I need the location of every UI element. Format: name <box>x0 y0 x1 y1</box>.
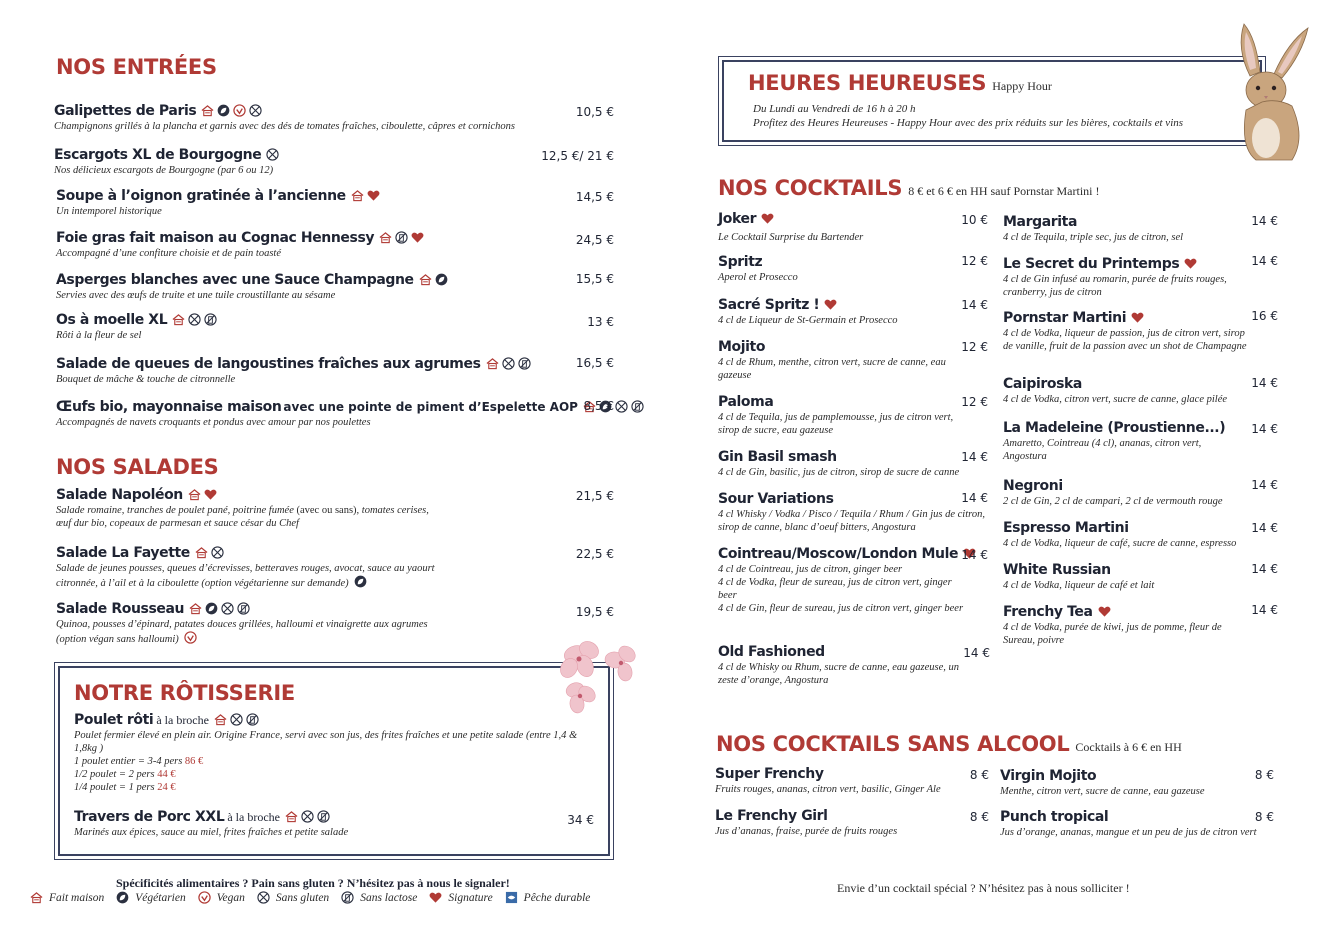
item-price: 14 € <box>961 491 988 505</box>
heart-icon <box>1131 311 1144 324</box>
happy-hour-title: HEURES HEUREUSES Happy Hour <box>748 71 1052 95</box>
no-gluten-icon <box>211 546 224 559</box>
heart-icon <box>1184 257 1197 270</box>
cocktail-item <box>1003 419 1243 463</box>
cocktail-item <box>1003 477 1263 508</box>
house-icon <box>285 810 298 823</box>
no-gluten-icon <box>249 104 262 117</box>
item-name: La Madeleine (Proustienne...) <box>1003 420 1226 436</box>
cocktail-item <box>718 545 968 615</box>
item-desc: 4 cl de Tequila, triple sec, jus de citron, sel <box>1003 232 1184 243</box>
item-desc: Accompagné d’une confiture choisie et de pain toasté <box>56 248 282 259</box>
item-price: 16 € <box>1251 309 1278 323</box>
item-name: Negroni <box>1003 478 1063 494</box>
item-price: 12,5 €/ 21 € <box>541 149 614 163</box>
cocktail-item <box>1000 767 1250 798</box>
item-price: 21,5 € <box>575 489 614 503</box>
item-name: Salade La Fayette <box>56 545 190 561</box>
no-gluten-icon <box>230 713 243 726</box>
house-icon <box>379 231 392 244</box>
item-desc: Quinoa, pousses d’épinard, patates douces grillées, halloumi et vinaigrette aux agrumes (option végan sans halloumi) <box>56 619 428 645</box>
no-gluten-icon <box>257 891 270 904</box>
cocktail-item <box>718 253 963 284</box>
cocktail-item <box>1003 603 1253 647</box>
menu-item <box>56 486 436 530</box>
item-name: Escargots XL de Bourgogne <box>54 147 262 163</box>
no-gluten-icon <box>502 357 515 370</box>
no-lactose-icon <box>631 400 644 413</box>
item-desc: Poulet fermier élevé en plein air. Origine France, servi avec son jus, des frites fraîches et une petite salade (entre 1,4 & 1,8kg ) <box>74 730 578 754</box>
cocktail-item <box>718 393 968 437</box>
house-icon <box>188 488 201 501</box>
item-name: Asperges blanches avec une Sauce Champagne <box>56 272 414 288</box>
item-name: Gin Basil smash <box>718 449 837 465</box>
house-icon <box>172 313 185 326</box>
item-name-suffix: avec une pointe de piment d’Espelette AOP <box>283 400 578 414</box>
item-desc: 4 cl de Vodka, purée de kiwi, jus de pomme, fleur de Sureau, poivre <box>1003 622 1222 646</box>
item-price: 14 € <box>1251 478 1278 492</box>
item-desc: Salade romaine, tranches de poulet pané, poitrine fumée (avec ou sans), tomates cerises, œuf dur bio, copeaux de parmesan et sauce césar du Chef <box>56 505 429 529</box>
house-icon <box>30 891 43 904</box>
heart-icon <box>761 212 774 225</box>
cocktail-item <box>715 765 985 796</box>
item-price: 14 € <box>1251 214 1278 228</box>
item-name: Mojito <box>718 339 766 355</box>
item-desc: Nos délicieux escargots de Bourgogne (par 6 ou 12) <box>54 165 274 176</box>
item-name: Pornstar Martini <box>1003 310 1127 326</box>
item-desc: Le Cocktail Surprise du Bartender <box>718 232 864 243</box>
item-desc: Aperol et Prosecco <box>718 272 798 283</box>
item-desc: Marinés aux épices, sauce au miel, frites fraîches et petite salade <box>74 827 349 838</box>
item-name: Poulet rôti <box>74 712 154 728</box>
item-name: Virgin Mojito <box>1000 768 1097 784</box>
item-price: 14 € <box>1251 562 1278 576</box>
menu-item <box>56 398 596 429</box>
no-lactose-icon <box>246 713 259 726</box>
item-price: 14 € <box>961 298 988 312</box>
item-name: Sacré Spritz ! <box>718 297 820 313</box>
menu-item <box>56 311 576 342</box>
item-desc: 4 cl de Vodka, citron vert, sucre de canne, glace pilée <box>1003 394 1228 405</box>
heart-icon <box>204 488 217 501</box>
item-price: 14 € <box>1251 521 1278 535</box>
heart-icon <box>1098 605 1111 618</box>
no-gluten-icon <box>301 810 314 823</box>
item-name: Paloma <box>718 394 774 410</box>
item-desc: 4 cl de Cointreau, jus de citron, ginger beer <box>718 564 903 575</box>
cocktail-item <box>1003 561 1263 592</box>
item-desc: Menthe, citron vert, sucre de canne, eau gazeuse <box>1000 786 1205 797</box>
house-icon <box>351 189 364 202</box>
item-price: 15,5 € <box>575 272 614 286</box>
item-desc: 4 cl de Rhum, menthe, citron vert, sucre de canne, eau gazeuse <box>718 357 946 381</box>
item-desc: 4 cl de Vodka, liqueur de café, sucre de canne, espresso <box>1003 538 1237 549</box>
leaf-icon <box>435 273 448 286</box>
item-name: Margarita <box>1003 214 1077 230</box>
item-name: Frenchy Tea <box>1003 604 1093 620</box>
cocktail-item <box>715 807 965 838</box>
portion-line: 1/2 poulet = 2 pers 44 € <box>74 769 176 780</box>
item-name: Le Frenchy Girl <box>715 808 828 824</box>
item-desc: 4 cl de Whisky ou Rhum, sucre de canne, eau gazeuse, un zeste d’orange, Angostura <box>718 662 960 686</box>
item-desc: 4 cl Whisky / Vodka / Pisco / Tequila / Rhum / Gin jus de citron, sirop de canne, blanc d’oeuf bitters, Angostura <box>718 509 985 533</box>
heart-icon <box>429 891 442 904</box>
cocktail-item <box>1003 255 1263 299</box>
item-price: 12 € <box>961 340 988 354</box>
no-lactose-icon <box>518 357 531 370</box>
item-desc: Salade de jeunes pousses, queues d’écrevisses, betteraves rouges, avocat, sauce au yaourt citronnée, à l’ail et à la ciboulette (option végétarienne sur demande) <box>56 563 435 589</box>
item-name: Joker <box>718 211 757 227</box>
heart-icon <box>824 298 837 311</box>
item-price: 14 € <box>1251 603 1278 617</box>
item-price: 14 € <box>963 646 990 660</box>
item-desc: 2 cl de Gin, 2 cl de campari, 2 cl de vermouth rouge <box>1003 496 1223 507</box>
menu-item <box>56 544 446 590</box>
item-name: Galipettes de Paris <box>54 103 197 119</box>
item-price: 14 € <box>1251 376 1278 390</box>
menu-item <box>74 808 584 839</box>
item-desc: 4 cl de Tequila, jus de pamplemousse, jus de citron vert, sirop de sucre, eau gazeuse <box>718 412 954 436</box>
cocktail-item <box>718 210 963 244</box>
item-desc: Fruits rouges, ananas, citron vert, basilic, Ginger Ale <box>715 784 941 795</box>
item-desc: Servies avec des œufs de truite et une tuile croustillante au sésame <box>56 290 336 301</box>
item-price: 12 € <box>961 254 988 268</box>
item-desc: 4 cl de Gin infusé au romarin, purée de fruits rouges, cranberry, jus de citron <box>1003 274 1227 298</box>
dietary-note: Spécificités alimentaires ? Pain sans gluten ? N’hésitez pas à nous le signaler! <box>116 876 510 890</box>
leaf-icon <box>217 104 230 117</box>
menu-item <box>74 711 584 794</box>
menu-item <box>56 600 446 646</box>
item-price: 8 € <box>969 768 989 782</box>
item-desc: 4 cl de Vodka, liqueur de café et lait <box>1003 580 1155 591</box>
item-price: 14 € <box>961 548 988 562</box>
house-icon <box>201 104 214 117</box>
menu-item <box>56 355 576 386</box>
no-lactose-icon <box>341 891 354 904</box>
heart-icon <box>411 231 424 244</box>
no-lactose-icon <box>237 602 250 615</box>
item-desc: Jus d’orange, ananas, mangue et un peu de jus de citron vert <box>1000 827 1257 838</box>
item-desc: Un intemporel historique <box>56 206 162 217</box>
cocktail-item <box>718 296 963 327</box>
no-gluten-icon <box>188 313 201 326</box>
sans-alcool-title: NOS COCKTAILS SANS ALCOOL Cocktails à 6 € en HH <box>716 732 1182 756</box>
item-price: 13 € <box>587 315 614 329</box>
cocktail-request-note: Envie d’un cocktail spécial ? N’hésitez pas à nous solliciter ! <box>837 881 1130 895</box>
house-icon <box>214 713 227 726</box>
menu-item <box>54 146 574 177</box>
item-price: 14 € <box>961 450 988 464</box>
item-name: Œufs bio, mayonnaise maison <box>56 399 282 415</box>
item-name: Old Fashioned <box>718 644 825 660</box>
menu-item <box>56 229 576 260</box>
cherry-blossom-icon <box>545 632 645 717</box>
item-desc: 4 cl de Vodka, liqueur de passion, jus de citron vert, sirop de vanille, fruit de la passion avec un shot de Champagne <box>1003 328 1247 352</box>
icon-legend: Fait maison Végétarien Vegan Sans gluten Sans lactose Signature Pêche durable <box>30 891 590 904</box>
no-gluten-icon <box>221 602 234 615</box>
item-desc: Champignons grillés à la plancha et garnis avec des dés de tomates fraîches, ciboulette, câpres et cornichons <box>54 121 515 132</box>
cocktail-item <box>1003 309 1253 353</box>
no-lactose-icon <box>395 231 408 244</box>
rotisserie-title: NOTRE RÔTISSERIE <box>74 681 295 705</box>
vegan-icon <box>233 104 246 117</box>
item-desc: 4 cl de Gin, fleur de sureau, jus de citron vert, ginger beer <box>718 603 964 614</box>
no-lactose-icon <box>317 810 330 823</box>
item-name: Super Frenchy <box>715 766 824 782</box>
entrees-title: NOS ENTRÉES <box>56 55 217 79</box>
item-desc: 4 cl de Gin, basilic, jus de citron, sirop de sucre de canne <box>718 467 960 478</box>
item-price: 34 € <box>567 813 594 827</box>
item-name: Spritz <box>718 254 763 270</box>
menu-item <box>56 271 576 302</box>
happy-hour-text: Du Lundi au Vendredi de 16 h à 20 h Profitez des Heures Heureuses - Happy Hour avec des prix réduits sur les bières, cocktails et vins <box>753 103 1184 129</box>
cocktails-title: NOS COCKTAILS 8 € et 6 € en HH sauf Pornstar Martini ! <box>718 176 1100 200</box>
item-price: 8,5 € <box>583 399 614 413</box>
item-name: Salade Rousseau <box>56 601 185 617</box>
cocktail-item <box>1003 519 1268 550</box>
item-price: 10 € <box>961 213 988 227</box>
vegan-icon <box>198 891 211 904</box>
item-price: 16,5 € <box>575 356 614 370</box>
rabbit-icon <box>1222 18 1318 168</box>
leaf-icon <box>354 575 367 588</box>
item-name: Cointreau/Moscow/London Mule <box>718 546 959 562</box>
item-price: 22,5 € <box>575 547 614 561</box>
cocktail-item <box>1000 808 1275 839</box>
house-icon <box>189 602 202 615</box>
item-name: Punch tropical <box>1000 809 1109 825</box>
portion-line: 1 poulet entier = 3-4 pers 86 € <box>74 756 204 767</box>
item-price: 10,5 € <box>575 105 614 119</box>
cocktail-item <box>1003 375 1263 406</box>
heart-icon <box>367 189 380 202</box>
cocktail-item <box>718 643 968 687</box>
item-name: Le Secret du Printemps <box>1003 256 1180 272</box>
house-icon <box>419 273 432 286</box>
item-price: 14 € <box>1251 254 1278 268</box>
item-name: Travers de Porc XXL <box>74 809 225 825</box>
leaf-icon <box>116 891 129 904</box>
house-icon <box>195 546 208 559</box>
no-gluten-icon <box>615 400 628 413</box>
fish-icon <box>505 891 518 904</box>
no-lactose-icon <box>204 313 217 326</box>
item-name: Os à moelle XL <box>56 312 168 328</box>
item-price: 14 € <box>1251 422 1278 436</box>
menu-item <box>56 187 576 218</box>
item-price: 8 € <box>969 810 989 824</box>
no-gluten-icon <box>266 148 279 161</box>
item-name: Sour Variations <box>718 491 834 507</box>
house-icon <box>486 357 499 370</box>
item-price: 12 € <box>961 395 988 409</box>
item-name: Salade de queues de langoustines fraîches aux agrumes <box>56 356 481 372</box>
vegan-icon <box>184 631 197 644</box>
item-desc: 4 cl de Vodka, fleur de sureau, jus de citron vert, ginger beer <box>718 577 952 601</box>
item-name: Foie gras fait maison au Cognac Hennessy <box>56 230 375 246</box>
item-price: 8 € <box>1254 810 1274 824</box>
item-price: 19,5 € <box>575 605 614 619</box>
salades-title: NOS SALADES <box>56 455 219 479</box>
item-desc: Rôti à la fleur de sel <box>56 330 142 341</box>
cocktail-item <box>718 490 993 534</box>
menu-item <box>54 102 614 133</box>
item-desc: Accompagnés de navets croquants et pondus avec amour par nos poulettes <box>56 417 371 428</box>
item-name: Salade Napoléon <box>56 487 183 503</box>
leaf-icon <box>205 602 218 615</box>
portion-line: 1/4 poulet = 1 pers 24 € <box>74 782 176 793</box>
item-name: Caipiroska <box>1003 376 1082 392</box>
cocktail-item <box>718 338 968 382</box>
item-price: 14,5 € <box>575 190 614 204</box>
item-name: Soupe à l’oignon gratinée à l’ancienne <box>56 188 346 204</box>
item-name: Espresso Martini <box>1003 520 1129 536</box>
item-name: White Russian <box>1003 562 1111 578</box>
item-desc: Amaretto, Cointreau (4 cl), ananas, citron vert, Angostura <box>1003 438 1202 462</box>
item-desc: Jus d’ananas, fraise, purée de fruits rouges <box>715 826 898 837</box>
item-name-suffix: à la broche <box>156 713 209 727</box>
item-desc: Bouquet de mâche & touche de citronnelle <box>56 374 236 385</box>
item-price: 24,5 € <box>575 233 614 247</box>
cocktail-item <box>1003 213 1258 244</box>
cocktail-item <box>718 448 993 479</box>
item-name-suffix: à la broche <box>227 810 280 824</box>
item-price: 8 € <box>1254 768 1274 782</box>
item-desc: 4 cl de Liqueur de St-Germain et Prosecco <box>718 315 898 326</box>
